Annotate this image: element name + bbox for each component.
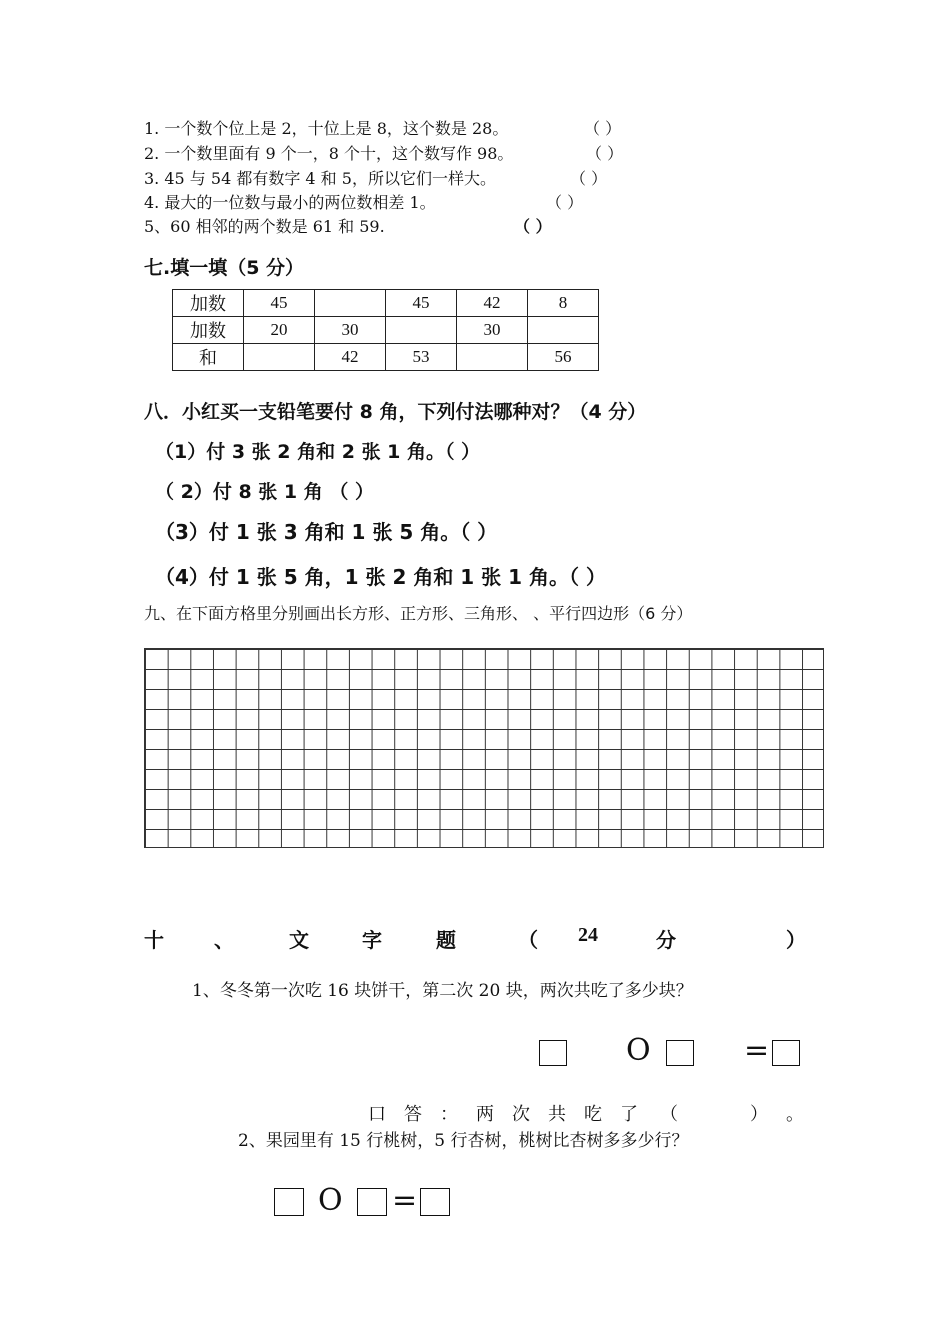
fill-table xyxy=(172,289,599,371)
table-cell[interactable]: 42 xyxy=(457,290,528,317)
answer-char: 。 xyxy=(786,1104,804,1125)
tf-item-text: 5、60 相邻的两个数是 61 和 59. xyxy=(144,217,385,236)
answer-char[interactable]: （ xyxy=(660,1104,678,1125)
table-cell[interactable]: 30 xyxy=(457,317,528,344)
row-label: 和 xyxy=(173,344,244,371)
table-row xyxy=(173,344,599,371)
operator-circle[interactable]: O xyxy=(626,1033,651,1068)
answer-paren[interactable]: （ ） xyxy=(570,169,608,188)
table-cell[interactable]: 56 xyxy=(528,344,599,371)
table-cell[interactable]: 20 xyxy=(244,317,315,344)
section7-title: 七.填一填（5 分） xyxy=(144,257,305,279)
row-label: 加数 xyxy=(173,317,244,344)
table-cell[interactable]: 53 xyxy=(386,344,457,371)
title-char: 分 xyxy=(656,928,676,952)
answer-paren[interactable]: （ ） xyxy=(546,193,584,212)
answer-char: 吃 xyxy=(584,1104,602,1125)
tf-item-2 xyxy=(144,143,624,165)
answer-box[interactable] xyxy=(539,1040,567,1066)
drawing-grid[interactable] xyxy=(144,648,824,848)
section8-title: 八．小红买一支铅笔要付 8 角，下列付法哪种对？（4 分） xyxy=(144,401,647,423)
table-cell[interactable]: 30 xyxy=(315,317,386,344)
table-cell[interactable]: 45 xyxy=(386,290,457,317)
option-4[interactable]: （4）付 1 张 5 角，1 张 2 角和 1 张 1 角。（ ） xyxy=(155,565,606,589)
title-char: 十 xyxy=(144,928,164,952)
option-3[interactable]: （3）付 1 张 3 角和 1 张 5 角。（ ） xyxy=(155,520,498,544)
tf-item-text: 4. 最大的一位数与最小的两位数相差 1。 xyxy=(144,193,436,212)
answer-char: 答 xyxy=(404,1104,422,1125)
table-cell[interactable] xyxy=(386,317,457,344)
table-cell[interactable] xyxy=(244,344,315,371)
section9-title: 九、在下面方格里分别画出长方形、正方形、三角形、 、平行四边形（6 分） xyxy=(144,604,693,623)
row-label: 加数 xyxy=(173,290,244,317)
answer-line xyxy=(0,1100,950,1126)
table-row xyxy=(173,290,599,317)
tf-item-1 xyxy=(144,118,622,140)
tf-item-3 xyxy=(144,168,608,190)
title-char: 题 xyxy=(436,928,456,952)
title-char: 、 xyxy=(214,928,234,952)
table-cell[interactable] xyxy=(528,317,599,344)
answer-char: ： xyxy=(440,1104,458,1125)
answer-box[interactable] xyxy=(772,1040,800,1066)
title-char: （ xyxy=(518,928,538,952)
answer-char: 两 xyxy=(476,1104,494,1125)
tf-item-5 xyxy=(144,216,552,238)
question-1: 1、冬冬第一次吃 16 块饼干，第二次 20 块，两次共吃了多少块？ xyxy=(192,981,693,1001)
tf-item-text: 2. 一个数里面有 9 个一，8 个十，这个数写作 98。 xyxy=(144,144,514,163)
answer-char: 了 xyxy=(620,1104,638,1125)
title-char: 字 xyxy=(362,928,382,952)
operator-circle[interactable]: O xyxy=(318,1183,343,1218)
answer-paren[interactable]: （ ） xyxy=(584,119,622,138)
answer-char: 次 xyxy=(512,1104,530,1125)
answer-char: 口 xyxy=(368,1104,386,1125)
tf-item-4 xyxy=(144,192,584,214)
answer-paren[interactable]: （ ） xyxy=(586,144,624,163)
tf-item-text: 3. 45 与 54 都有数字 4 和 5，所以它们一样大。 xyxy=(144,169,496,188)
table-cell[interactable]: 45 xyxy=(244,290,315,317)
option-1[interactable]: （1）付 3 张 2 角和 2 张 1 角。（ ） xyxy=(155,441,481,463)
table-cell[interactable] xyxy=(457,344,528,371)
table-cell[interactable]: 8 xyxy=(528,290,599,317)
section10-title xyxy=(0,924,950,954)
answer-char[interactable]: ） xyxy=(750,1104,768,1125)
tf-item-text: 1. 一个数个位上是 2，十位上是 8，这个数是 28。 xyxy=(144,119,509,138)
answer-char: 共 xyxy=(548,1104,566,1125)
table-cell[interactable] xyxy=(315,290,386,317)
question-2: 2、果园里有 15 行桃树，5 行杏树，桃树比杏树多多少行？ xyxy=(238,1131,689,1151)
title-char: 文 xyxy=(289,928,309,952)
answer-paren[interactable]: （ ） xyxy=(514,217,552,236)
answer-box[interactable] xyxy=(666,1040,694,1066)
equals-sign: = xyxy=(392,1183,418,1218)
table-row xyxy=(173,317,599,344)
answer-box[interactable] xyxy=(420,1188,450,1216)
table-cell[interactable]: 42 xyxy=(315,344,386,371)
equals-sign: = xyxy=(744,1033,770,1068)
option-2[interactable]: （ 2）付 8 张 1 角 （ ） xyxy=(155,481,374,503)
title-char: 24 xyxy=(578,924,598,946)
answer-box[interactable] xyxy=(274,1188,304,1216)
title-char: ） xyxy=(786,928,806,952)
answer-box[interactable] xyxy=(357,1188,387,1216)
